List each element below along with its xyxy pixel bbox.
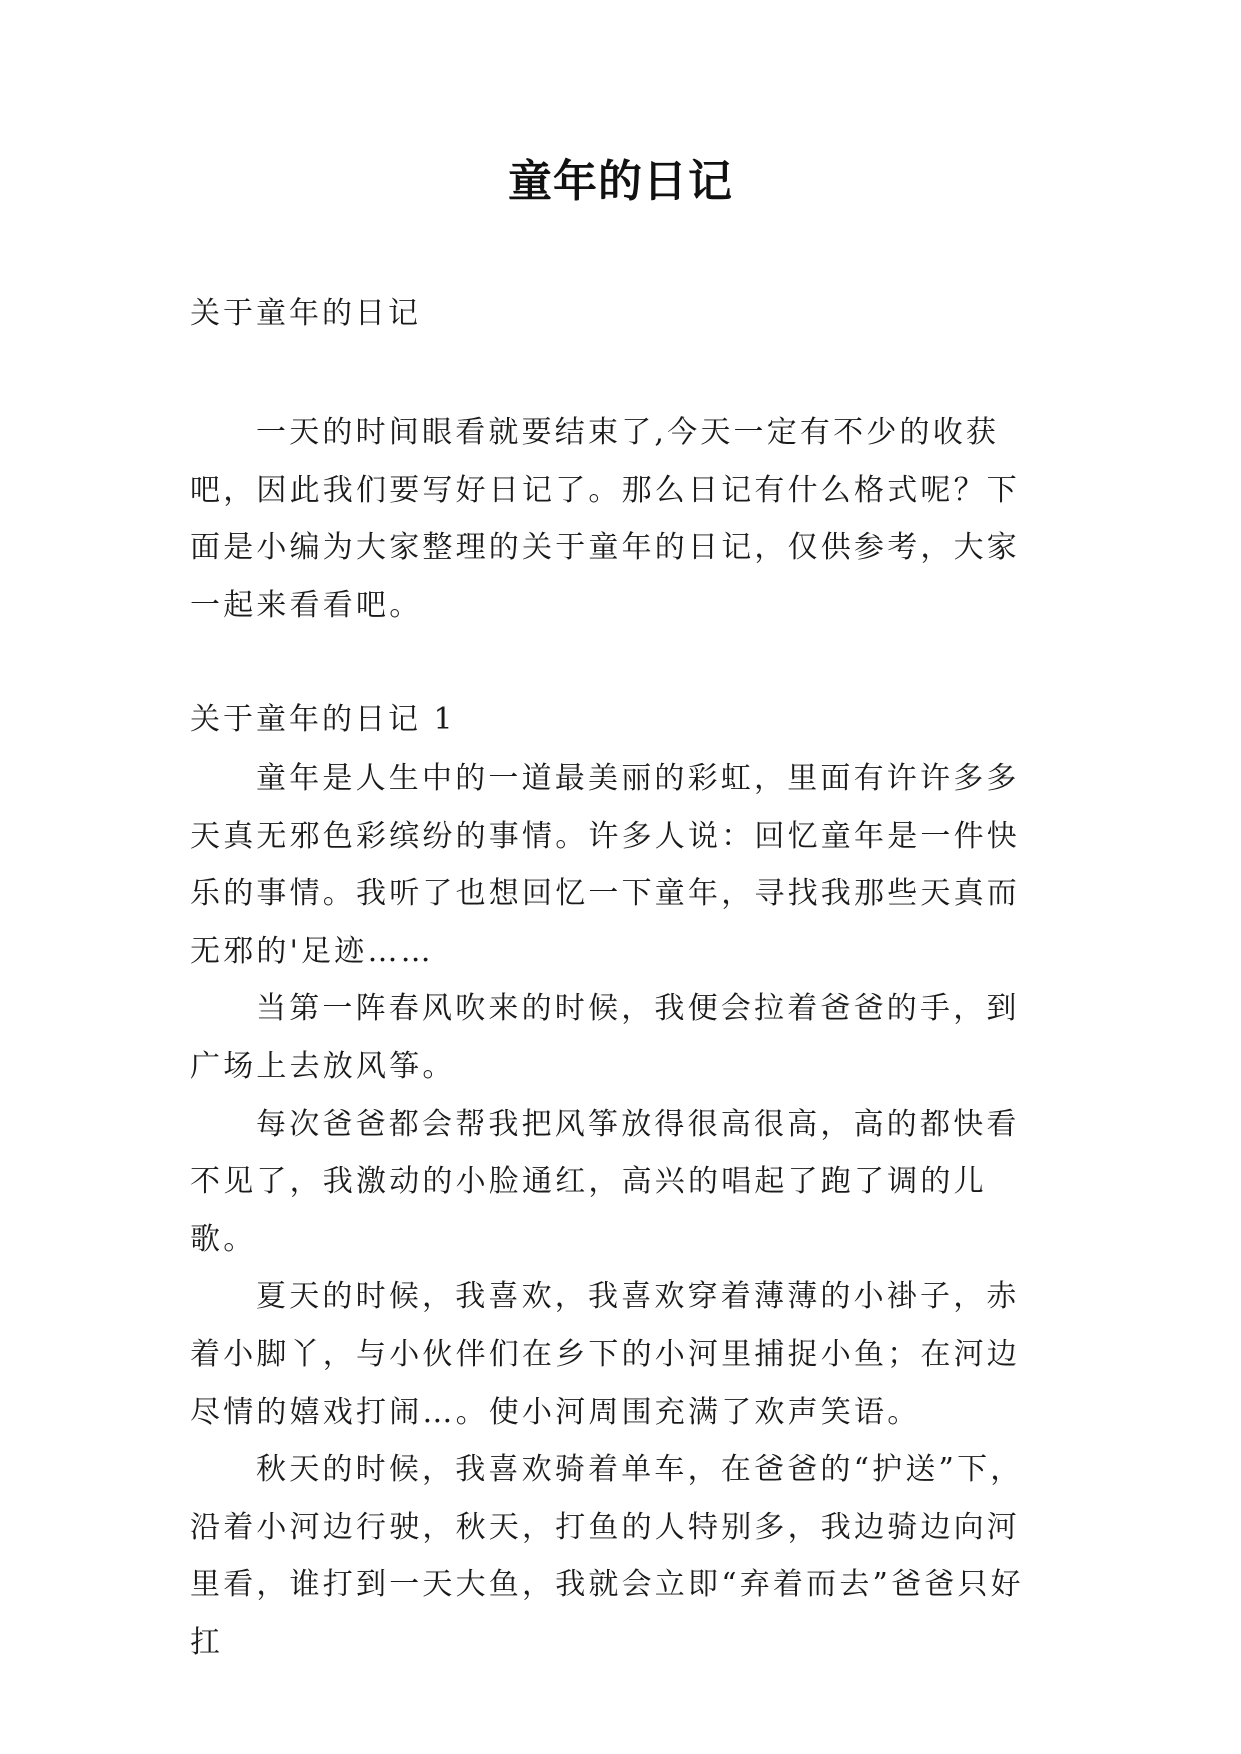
section-body: [190, 750, 1052, 1672]
body-paragraph: 童年是人生中的一道最美丽的彩虹，里面有许许多多天真无邪色彩缤纷的事情。许多人说：回忆童年是一件快乐的事情。我听了也想回忆一下童年，寻找我那些天真而无邪的'足迹……: [190, 761, 1020, 969]
document-title: 童年的日记: [508, 156, 733, 207]
body-paragraph: 当第一阵春风吹来的时候，我便会拉着爸爸的手，到广场上去放风筝。: [190, 991, 1020, 1084]
body-paragraph: 夏天的时候，我喜欢，我喜欢穿着薄薄的小褂子，赤着小脚丫，与小伙伴们在乡下的小河里捕捉小鱼；在河边尽情的嬉戏打闹…。使小河周围充满了欢声笑语。: [190, 1279, 1020, 1430]
intro-block: [190, 404, 1052, 634]
section-heading: 关于童年的日记 1: [190, 702, 456, 737]
body-paragraph: 秋天的时候，我喜欢骑着单车，在爸爸的“护送”下，沿着小河边行驶，秋天，打鱼的人特别多，我边骑边向河里看，谁打到一天大鱼，我就会立即“弃着而去”爸爸只好扛: [190, 1452, 1024, 1660]
intro-paragraph: 一天的时间眼看就要结束了,今天一定有不少的收获吧，因此我们要写好日记了。那么日记有什么格式呢？下面是小编为大家整理的关于童年的日记，仅供参考，大家一起来看看吧。: [190, 415, 1020, 623]
document-subtitle: 关于童年的日记: [190, 296, 421, 331]
body-paragraph: 每次爸爸都会帮我把风筝放得很高很高，高的都快看不见了，我激动的小脸通红，高兴的唱起了跑了调的儿歌。: [190, 1106, 1020, 1257]
